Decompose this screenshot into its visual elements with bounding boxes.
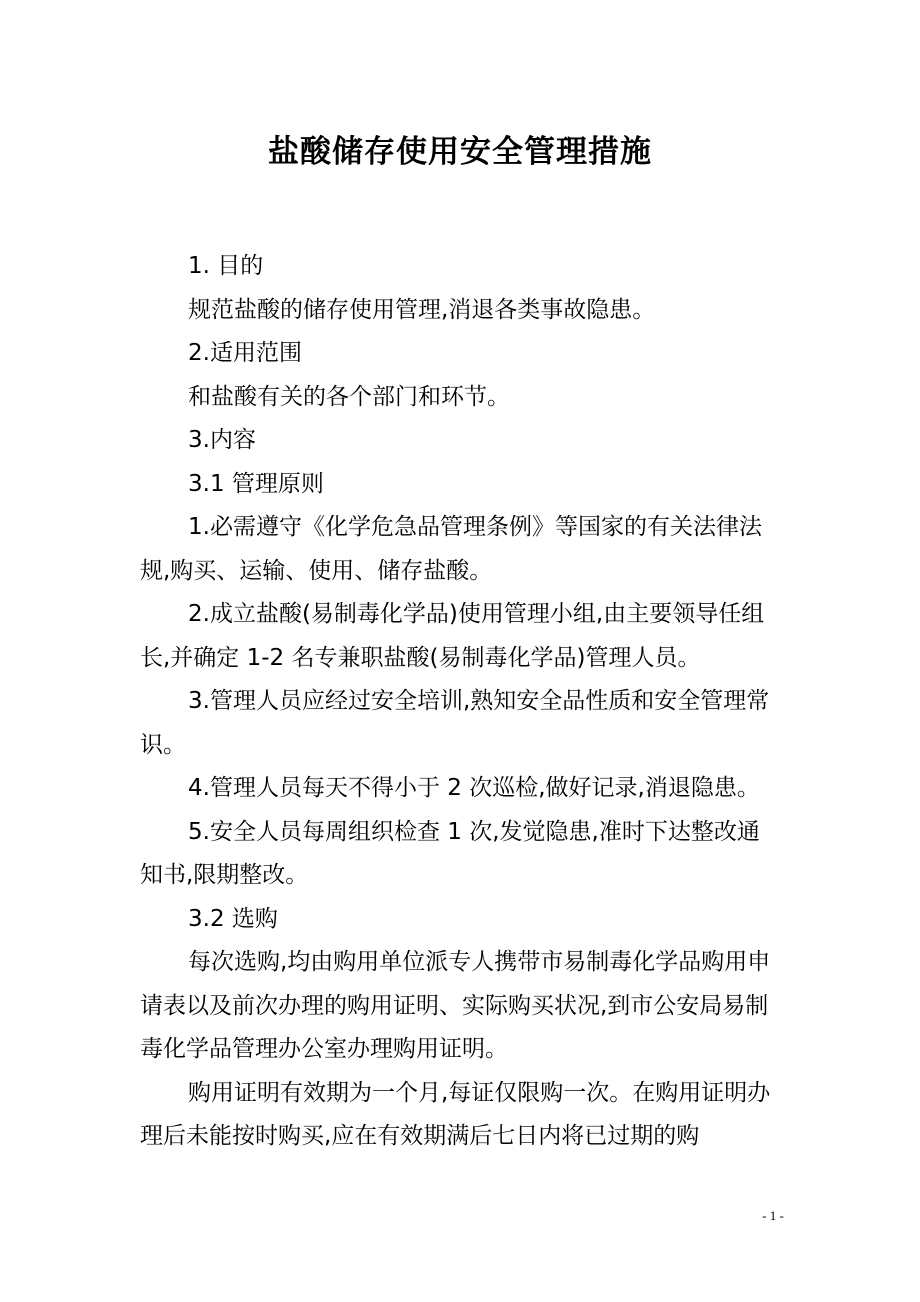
subsection-heading-purchase: 3.2 选购 — [188, 905, 278, 932]
paragraph: 和盐酸有关的各个部门和环节。 — [188, 383, 510, 410]
page-number: - 1 - — [762, 1208, 784, 1223]
paragraph: 规范盐酸的储存使用管理,消退各类事故隐患。 — [188, 296, 656, 323]
section-heading-content: 3.内容 — [188, 427, 256, 453]
paragraph: 购用证明有效期为一个月,每证仅限购一次。在购用证明办理后未能按时购买,应在有效期满后七日内将已过期的购 — [140, 1079, 771, 1149]
paragraph: 3.管理人员应经过安全培训,熟知安全品性质和安全管理常识。 — [140, 688, 770, 758]
document-body — [140, 245, 780, 1159]
document-title: 盐酸储存使用安全管理措施 — [268, 134, 652, 170]
paragraph: 5.安全人员每周组织检查 1 次,发觉隐患,准时下达整改通知书,限期整改。 — [140, 818, 760, 888]
paragraph: 2.成立盐酸(易制毒化学品)使用管理小组,由主要领导任组长,并确定 1-2 名专兼职盐酸(易制毒化学品)管理人员。 — [140, 601, 765, 671]
section-heading-scope: 2.适用范围 — [188, 340, 302, 366]
section-heading-purpose: 1. 目的 — [188, 253, 264, 279]
subsection-heading-principles: 3.1 管理原则 — [188, 470, 324, 497]
paragraph: 每次选购,均由购用单位派专人携带市易制毒化学品购用申请表以及前次办理的购用证明、实际购买状况,到市公安局易制毒化学品管理办公室办理购用证明。 — [140, 949, 771, 1062]
paragraph: 4.管理人员每天不得小于 2 次巡检,做好记录,消退隐患。 — [188, 775, 760, 801]
paragraph: 1.必需遵守《化学危急品管理条例》等国家的有关法律法规,购买、运输、使用、储存盐酸。 — [140, 514, 762, 584]
